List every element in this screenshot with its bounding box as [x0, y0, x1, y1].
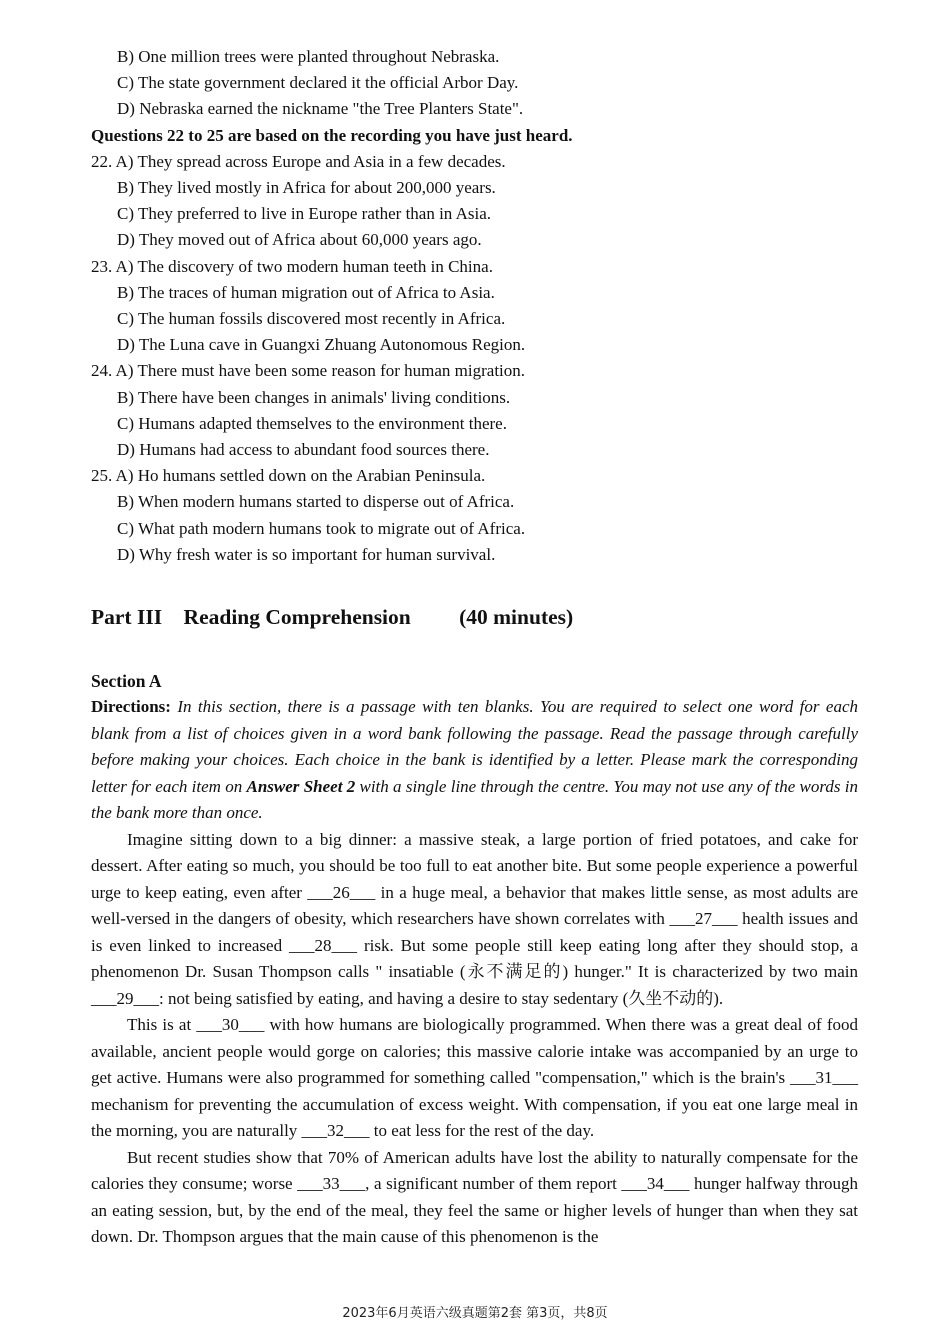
directions: [91, 694, 858, 827]
passage-paragraph-3: But recent studies show that 70% of American adults have lost the ability to naturally compensate for the calories they consume; worse ___33___, a significant number of them report ___34___ hunger halfway through an eating session, but, by the end of the meal, they feel the same or higher levels of hunger than when they sat down. Dr. Thompson argues that the main cause of this phenomenon is the: [91, 1147, 858, 1247]
q24-option-d: D) Humans had access to abundant food sources there.: [117, 440, 490, 460]
q23-option-a: 23. A) The discovery of two modern human teeth in China.: [91, 256, 493, 276]
directions-text-1: In this section, there is a passage with ten blanks. You are required to select one word for each blank from a list of choices given in a word bank following the passage. Read the passage through carefully before making your choices. Each choice in the bank is identified by a letter. Please mark the corresponding letter for each item on: [91, 697, 858, 796]
q25-option-b: B) When modern humans started to disperse out of Africa.: [117, 492, 515, 512]
question-24: [91, 358, 858, 463]
q21-option-c: C) The state government declared it the official Arbor Day.: [117, 73, 519, 93]
q21-options: [91, 44, 858, 123]
q24-option-b: B) There have been changes in animals' living conditions.: [117, 387, 511, 407]
q21-option-d: D) Nebraska earned the nickname "the Tree Planters State".: [117, 99, 524, 119]
passage-paragraph-1: Imagine sitting down to a big dinner: a massive steak, a large portion of fried potatoes, and cake for dessert. After eating so much, you should be too full to eat another bite. But some people experience a powerful urge to keep eating, even after ___26___ in a huge meal, a behavior that makes little sense, as most adults are well-versed in the dangers of obesity, which researchers have shown correlates with ___27___ health issues and is even linked to increased ___28___ risk. But some people still keep eating long after they should stop, a phenomenon Dr. Susan Thompson calls " insatiable (永不满足的) hunger." It is characterized by two main ___29___: not being satisfied by eating, and having a desire to stay sedentary (久坐不动的).: [91, 829, 858, 1008]
q22-option-b: B) They lived mostly in Africa for about 200,000 years.: [117, 178, 496, 198]
q24-option-c: C) Humans adapted themselves to the environment there.: [117, 413, 507, 433]
question-group-heading: Questions 22 to 25 are based on the recording you have just heard.: [91, 125, 573, 145]
question-22: [91, 149, 858, 254]
directions-text-2: with a single line through the centre. You may not use any of the words in the bank more than once.: [91, 776, 858, 823]
q25-option-c: C) What path modern humans took to migrate out of Africa.: [117, 518, 526, 538]
document-page: [91, 44, 858, 1251]
q22-option-a: 22. A) They spread across Europe and Asia in a few decades.: [91, 151, 506, 171]
question-25: [91, 463, 858, 568]
q23-option-d: D) The Luna cave in Guangxi Zhuang Autonomous Region.: [117, 335, 526, 355]
q25-option-a: 25. A) Ho humans settled down on the Arabian Peninsula.: [91, 466, 486, 486]
section-title: Section A: [91, 671, 162, 692]
answer-sheet-ref: Answer Sheet 2: [246, 776, 356, 796]
q22-option-d: D) They moved out of Africa about 60,000 years ago.: [117, 230, 482, 250]
q23-option-b: B) The traces of human migration out of Africa to Asia.: [117, 282, 495, 302]
page-footer: 2023年6月英语六级真题第2套 第3页，共8页: [342, 1306, 608, 1321]
q24-option-a: 24. A) There must have been some reason for human migration.: [91, 361, 526, 381]
q22-option-c: C) They preferred to live in Europe rather than in Asia.: [117, 204, 492, 224]
part-title: Part III Reading Comprehension (40 minutes): [91, 605, 574, 630]
q21-option-b: B) One million trees were planted throughout Nebraska.: [117, 47, 500, 66]
passage-paragraph-2: This is at ___30___ with how humans are biologically programmed. When there was a great deal of food available, ancient people would gorge on calories; this massive calorie intake was accompanied by an urge to get active. Humans were also programmed for something called "compensation," which is the brain's ___31___ mechanism for preventing the accumulation of excess weight. With compensation, if you eat one large meal in the morning, you are naturally ___32___ to eat less for the rest of the day.: [91, 1015, 858, 1141]
q25-option-d: D) Why fresh water is so important for human survival.: [117, 544, 496, 564]
directions-label: Directions:: [91, 697, 171, 717]
q23-option-c: C) The human fossils discovered most recently in Africa.: [117, 309, 506, 329]
question-23: [91, 254, 858, 359]
